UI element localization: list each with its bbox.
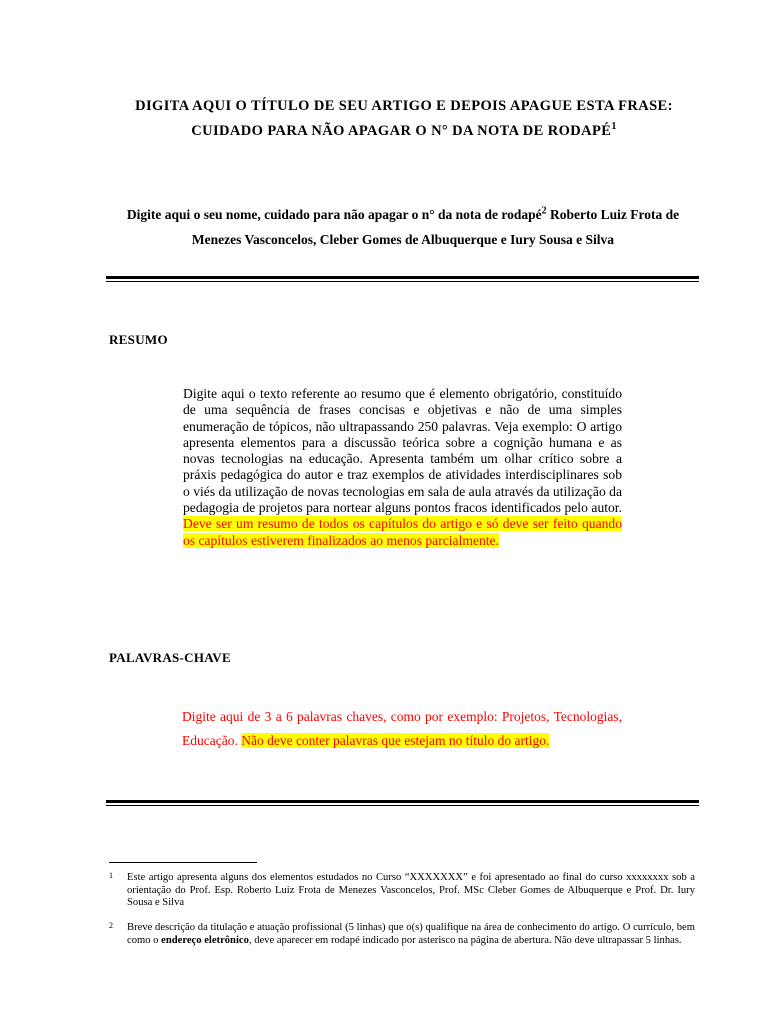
palavras-chave-text: Digite aqui de 3 a 6 palavras chaves, como por exemplo: Projetos, Tecnologias, Educação. [182, 709, 622, 748]
title-line-2 [100, 119, 708, 144]
resumo-body [183, 386, 622, 549]
footnote-2-text-before: Breve descrição da titulação e atuação profissional (5 linhas) que o(s) qualifique na área de conhecimento do artigo. O currículo, bem como o [127, 922, 695, 946]
footnote-2-number: 2 [109, 921, 113, 930]
palavras-chave-body [182, 705, 622, 752]
author-instruction: Digite aqui o seu nome, cuidado para não apagar o n° da nota de rodapé [126, 207, 542, 222]
footnote-2-email-bold: endereço eletrônico [161, 934, 249, 946]
bottom-divider [106, 800, 699, 806]
footnote-1-text: Este artigo apresenta alguns dos elementos estudados no Curso “XXXXXXX” e foi apresentado ao final do curso xxxxxxxx sob a orientação do Prof. Esp. Roberto Luiz Frota de Menezes Vasconcelos, Prof. MSc Cleber Gomes de Albuquerque e Prof. Dr. Iury Sousa e Silva [127, 872, 695, 909]
resumo-text: Digite aqui o texto referente ao resumo que é elemento obrigatório, constituído de uma sequência de frases concisas e objetivas e não de uma simples enumeração de tópicos, não ultrapassando 250 palavras. Veja exemplo: O artigo apresenta elementos para a discussão teórica sobre a cognição humana e as novas tecnologias na educação. Apresenta também um olhar crítico sobre a práxis pedagógica do autor e traz exemplos de atividades interdisciplinares sob o viés da utilização de novas tecnologias em sala de aula através da utilização da pedagogia de projetos para nortear alguns pontos fracos identificados pelo autor. [183, 386, 622, 516]
footnote-1-number: 1 [109, 871, 113, 880]
title-footnote-ref: 1 [611, 121, 617, 133]
palavras-chave-highlight: Não deve conter palavras que estejam no título do artigo. [241, 732, 550, 748]
resumo-heading: RESUMO [109, 332, 168, 347]
resumo-highlight: Deve ser um resumo de todos os capítulos do artigo e só deve ser feito quando os capítulos estiverem finalizados ao menos parcialmente. [183, 516, 622, 548]
title-line-1: DIGITA AQUI O TÍTULO DE SEU ARTIGO E DEPOIS APAGUE ESTA FRASE: [135, 98, 673, 114]
footnote-2-text-after: , deve aparecer em rodapé indicado por asterisco na página de abertura. Não deve ultrapassar 5 linhas. [248, 934, 682, 946]
author-footnote-ref: 2 [541, 205, 547, 217]
article-title [100, 94, 708, 144]
author-names: Roberto Luiz Frota de Menezes Vasconcelos, Cleber Gomes de Albuquerque e Iury Sousa e Silva [191, 207, 680, 247]
title-line-2-text: CUIDADO PARA NÃO APAGAR O N° DA NOTA DE RODAPÉ [191, 123, 612, 139]
author-line [108, 202, 698, 252]
footnote-1 [109, 872, 695, 910]
footnote-2-text [127, 922, 695, 947]
footnote-separator [109, 862, 257, 863]
footnote-2 [109, 922, 695, 947]
top-divider [106, 276, 699, 282]
palavras-chave-heading: PALAVRAS-CHAVE [109, 650, 231, 665]
